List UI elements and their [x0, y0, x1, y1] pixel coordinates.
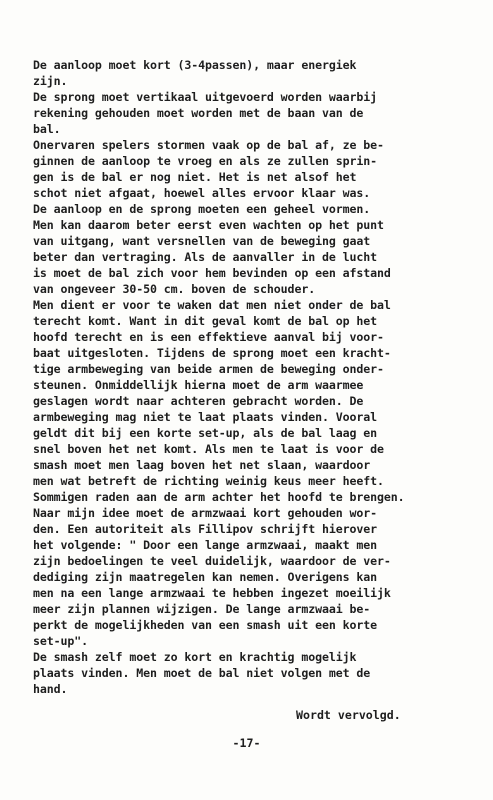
- text-line: zijn bedoelingen te veel duidelijk, waardoor de ver-: [33, 554, 391, 568]
- text-line: Sommigen raden aan de arm achter het hoofd te brengen.: [33, 490, 405, 504]
- text-line: meer zijn plannen wijzigen. De lange armzwaai be-: [33, 602, 371, 616]
- text-line: geldt dit bij een korte set-up, als de bal laag en: [33, 426, 378, 440]
- text-line: schot niet afgaat, hoewel alles ervoor klaar was.: [33, 186, 371, 200]
- text-line: gen is de bal er nog niet. Het is net alsof het: [33, 170, 357, 184]
- text-line: van uitgang, want versnellen van de beweging gaat: [33, 234, 371, 248]
- text-line: is moet de bal zich voor hem bevinden op een afstand: [33, 266, 391, 280]
- text-line: hand.: [33, 682, 68, 696]
- text-line: De smash zelf moet zo kort en krachtig mogelijk: [33, 650, 357, 664]
- text-line: plaats vinden. Men moet de bal niet volgen met de: [33, 666, 371, 680]
- page-number: -17-: [232, 736, 261, 750]
- text-line: hoofd terecht en is een effektieve aanval bij voor-: [33, 330, 384, 344]
- text-line: set-up".: [33, 634, 89, 648]
- text-line: De sprong moet vertikaal uitgevoerd worden waarbij: [33, 90, 378, 104]
- text-line: armbeweging mag niet te laat plaats vinden. Vooral: [33, 410, 378, 424]
- text-line: De aanloop moet kort (3-4passen), maar energiek: [33, 58, 357, 72]
- text-line: het volgende: " Door een lange armzwaai, maakt men: [33, 538, 378, 552]
- text-line: steunen. Onmiddellijk hierna moet de arm waarmee: [33, 378, 364, 392]
- text-line: tige armbeweging van beide armen de beweging onder-: [33, 362, 384, 376]
- text-line: De aanloop en de sprong moeten een geheel vormen.: [33, 202, 371, 216]
- continuation-note: Wordt vervolgd.: [296, 708, 401, 722]
- text-line: geslagen wordt naar achteren gebracht worden. De: [33, 394, 364, 408]
- text-line: men na een lange armzwaai te hebben ingezet moeilijk: [33, 586, 391, 600]
- text-line: van ongeveer 30-50 cm. boven de schouder.: [33, 282, 316, 296]
- text-line: snel boven het net komt. Als men te laat is voor de: [33, 442, 384, 456]
- text-line: men wat betreft de richting weinig keus meer heeft.: [33, 474, 384, 488]
- text-line: beter dan vertraging. Als de aanvaller in de lucht: [33, 250, 378, 264]
- text-line: smash moet men laag boven het net slaan, waardoor: [33, 458, 371, 472]
- text-line: bal.: [33, 122, 61, 136]
- body-text: [33, 57, 473, 697]
- text-line: terecht komt. Want in dit geval komt de bal op het: [33, 314, 378, 328]
- text-line: rekening gehouden moet worden met de baan van de: [33, 106, 364, 120]
- text-line: zijn.: [33, 74, 68, 88]
- text-line: ginnen de aanloop te vroeg en als ze zullen sprin-: [33, 154, 378, 168]
- text-line: baat uitgesloten. Tijdens de sprong moet een kracht-: [33, 346, 391, 360]
- text-line: dediging zijn maatregelen kan nemen. Overigens kan: [33, 570, 378, 584]
- text-line: den. Een autoriteit als Fillipov schrijft hierover: [33, 522, 378, 536]
- text-line: Men dient er voor te waken dat men niet onder de bal: [33, 298, 391, 312]
- text-line: Naar mijn idee moet de armzwaai kort gehouden wor-: [33, 506, 378, 520]
- text-line: perkt de mogelijkheden van een smash uit een korte: [33, 618, 378, 632]
- text-line: Men kan daarom beter eerst even wachten op het punt: [33, 218, 384, 232]
- text-line: Onervaren spelers stormen vaak op de bal af, ze be-: [33, 138, 384, 152]
